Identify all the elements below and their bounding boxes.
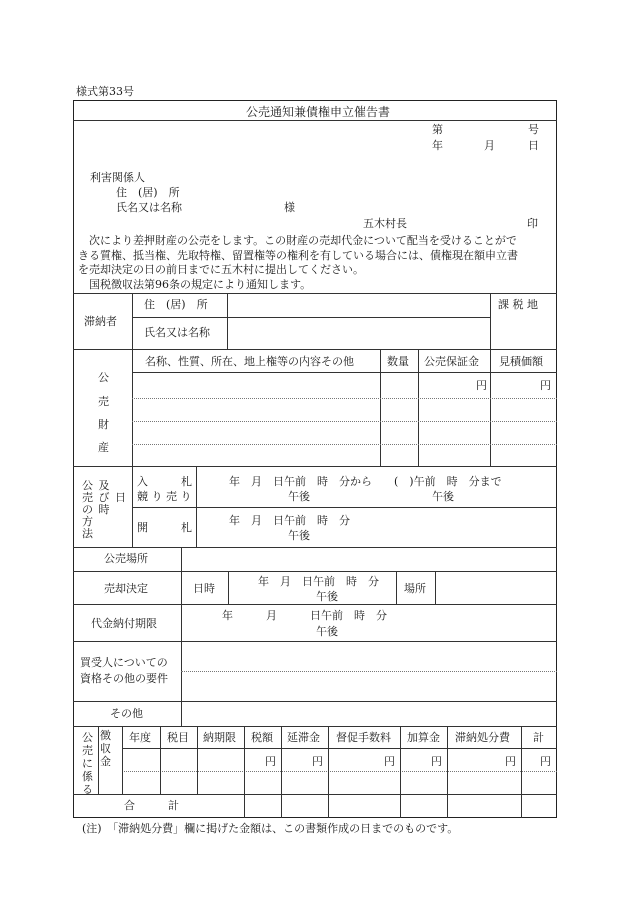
divider (132, 466, 133, 547)
divider (418, 349, 419, 466)
delinquent-label: 滞納者 (84, 315, 117, 328)
opening-time: 年 月 日午前 時 分 (229, 514, 350, 527)
sale-method-label: 売 び 日 (82, 491, 127, 504)
divider (73, 293, 557, 294)
arrears-label: 売 (82, 744, 93, 757)
col-additional-tax: 加算金 (407, 731, 440, 744)
recipient-address-label: 住 (居) 所 (116, 186, 180, 199)
recipient-label: 利害関係人 (90, 171, 145, 184)
col-quantity: 数量 (387, 355, 409, 368)
doc-no-suffix: 号 (528, 123, 539, 136)
sale-place-label: 公売場所 (104, 552, 148, 565)
divider (281, 726, 282, 818)
arrears-label: 金 (100, 755, 111, 768)
property-label: 売 (98, 395, 109, 408)
col-total: 計 (533, 731, 544, 744)
divider (228, 571, 229, 604)
divider (73, 120, 557, 121)
notice-body (78, 234, 554, 292)
opening-pm: 午後 (288, 529, 310, 542)
decision-datetime: 年 月 日午前 時 分 (258, 575, 379, 588)
divider (132, 349, 133, 466)
yen-unit: 円 (540, 755, 551, 768)
divider (435, 571, 436, 604)
arrears-label: 係 (82, 770, 93, 783)
divider (122, 748, 557, 749)
col-late-fee: 延滞金 (287, 731, 320, 744)
auction-label: 競 り 売 り (137, 490, 192, 503)
divider (181, 547, 182, 571)
divider (98, 726, 99, 794)
payment-deadline-label: 代金納付期限 (91, 617, 157, 630)
col-tax-item: 税目 (167, 731, 189, 744)
col-tax-amount: 税額 (251, 731, 273, 744)
divider (196, 466, 197, 547)
divider (73, 466, 557, 467)
tax-location-label: 課 税 地 (498, 298, 538, 311)
divider (181, 571, 182, 604)
doc-no-prefix: 第 (432, 123, 443, 136)
sender-name: 五木村長 (363, 217, 407, 230)
divider (396, 571, 397, 604)
dotted-rule (181, 671, 557, 672)
form-title: 公売通知兼債権申立催告書 (246, 105, 391, 119)
divider (73, 726, 557, 727)
divider (197, 726, 198, 794)
property-label: 公 (98, 371, 109, 384)
other-label: その他 (110, 707, 143, 720)
sale-method-label: の 時 (82, 503, 111, 516)
notice-line: 次により差押財産の公売をします。この財産の売却代金について配当を受けることがで (78, 234, 517, 247)
divider (328, 726, 329, 818)
divider (132, 372, 557, 373)
yen-unit: 円 (384, 755, 395, 768)
notice-line: を売却決定の日の前日までに五木村に提出してください。 (78, 263, 364, 276)
dotted-rule (122, 771, 557, 772)
arrears-label: 公 (82, 731, 93, 744)
col-demand-fee: 督促手数料 (336, 731, 391, 744)
payment-deadline-pm: 午後 (316, 625, 338, 638)
form-number: 様式第33号 (76, 85, 134, 98)
doc-date-day: 日 (528, 139, 539, 152)
yen-unit: 円 (431, 755, 442, 768)
divider (447, 726, 448, 818)
divider (244, 726, 245, 818)
delinquent-address-label: 住 (居) 所 (144, 298, 208, 311)
col-due-date: 納期限 (203, 731, 236, 744)
divider (400, 726, 401, 818)
col-deposit: 公売保証金 (424, 355, 479, 368)
col-disposal-cost: 滞納処分費 (455, 731, 510, 744)
divider (132, 293, 133, 349)
decision-pm: 午後 (316, 590, 338, 603)
doc-date-month: 月 (484, 139, 495, 152)
divider (181, 604, 182, 641)
arrears-label: る (82, 783, 93, 796)
decision-datetime-label: 日時 (193, 582, 215, 595)
divider (73, 604, 557, 605)
yen-unit: 円 (265, 755, 276, 768)
recipient-honorific: 様 (284, 201, 295, 214)
doc-date-year: 年 (432, 139, 443, 152)
col-fiscal-year: 年度 (129, 731, 151, 744)
opening-label: 開 札 (137, 521, 192, 534)
divider (73, 349, 557, 350)
bid-pm: 午後 (288, 490, 310, 503)
decision-label: 売却決定 (104, 582, 148, 595)
recipient-name-label: 氏名又は名称 (116, 201, 182, 214)
decision-place-label: 場所 (404, 582, 426, 595)
divider (160, 726, 161, 794)
yen-unit: 円 (540, 379, 551, 392)
notice-line: きる質権、抵当権、先取特権、留置権等の権利を有している場合には、債権現在額申立書 (78, 248, 518, 262)
bid-pm: 午後 (432, 490, 454, 503)
divider (73, 571, 557, 572)
arrears-label: 収 (100, 742, 111, 755)
buyer-requirements-label: 資格その他の要件 (80, 672, 168, 685)
col-description: 名称、性質、所在、地上権等の内容その他 (145, 355, 354, 368)
sender-seal: 印 (527, 217, 538, 230)
footnote: (注) 「滞納処分費」欄に掲げた金額は、この書類作成の日までのものです。 (82, 822, 459, 835)
sale-method-label: 公 及 (82, 479, 111, 492)
bid-period: 年 月 日午前 時 分から ( )午前 時 分まで (229, 475, 502, 488)
divider (73, 641, 557, 642)
divider (73, 794, 557, 795)
sale-method-label: 方 (82, 515, 94, 528)
yen-unit: 円 (312, 755, 323, 768)
delinquent-name-label: 氏名又は名称 (144, 326, 210, 339)
divider (73, 547, 557, 548)
payment-deadline-datetime: 年 月 日午前 時 分 (222, 609, 387, 622)
notice-line: 国税徴収法第96条の規定により通知します。 (78, 277, 312, 291)
yen-unit: 円 (505, 755, 516, 768)
grand-total-label: 合 計 (124, 799, 179, 812)
divider (132, 317, 490, 318)
dotted-rule (132, 421, 557, 422)
property-label: 産 (98, 441, 109, 454)
divider (490, 293, 491, 349)
divider (490, 349, 491, 466)
dotted-rule (132, 444, 557, 445)
dotted-rule (132, 398, 557, 399)
divider (181, 701, 182, 726)
divider (521, 726, 522, 818)
divider (73, 701, 557, 702)
bid-label: 入 札 (137, 475, 192, 488)
arrears-label: に (82, 757, 93, 770)
divider (380, 349, 381, 466)
divider (122, 726, 123, 794)
sale-method-label: 法 (82, 527, 94, 540)
divider (227, 293, 228, 349)
property-label: 財 (98, 418, 109, 431)
yen-unit: 円 (476, 379, 487, 392)
col-estimate: 見積価額 (499, 355, 543, 368)
buyer-requirements-label: 買受人についての (80, 656, 168, 669)
arrears-label: 徴 (100, 729, 111, 742)
